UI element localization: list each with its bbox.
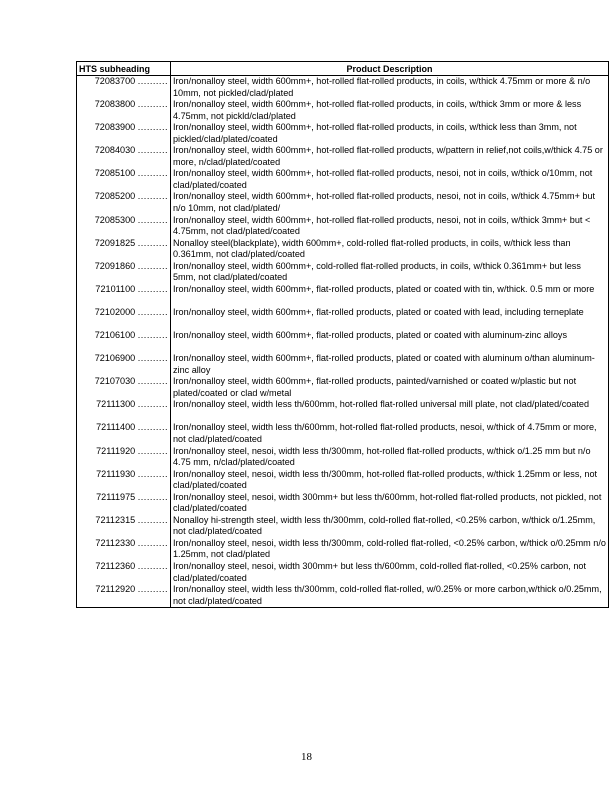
leader-dots: .......... <box>137 283 168 294</box>
table-row <box>77 99 609 122</box>
hts-code: 72083700 <box>94 76 136 86</box>
leader-dots: .......... <box>137 353 168 364</box>
leader-dots: .......... <box>137 191 168 202</box>
product-description-cell: Iron/nonalloy steel, width 600mm+, hot-rolled flat-rolled products, w/pattern in relief,not coils,w/thick 4.75 or more, n/clad/plated/coated <box>171 145 609 168</box>
hts-code: 72112360 <box>95 560 136 571</box>
hts-code: 72112920 <box>95 584 136 595</box>
hts-subheading-header: HTS subheading <box>77 62 171 76</box>
product-description-cell: Iron/nonalloy steel, width 600mm+, flat-rolled products, painted/varnished or coated w/plastic but not plated/coated or clad w/metal <box>171 376 609 399</box>
hts-code: 72111920 <box>96 445 136 456</box>
hts-code: 72091825 <box>94 237 136 248</box>
table-row <box>77 215 609 238</box>
leader-dots: .......... <box>137 214 168 225</box>
hts-code-cell <box>77 191 171 214</box>
hts-code: 72111975 <box>96 491 136 502</box>
product-description-cell: Iron/nonalloy steel, width 600mm+, hot-rolled flat-rolled products, nesoi, not in coils, w/thick 3mm+ but < 4.75mm, not clad/plated/coated <box>171 215 609 238</box>
leader-dots: .......... <box>137 237 168 248</box>
table-row <box>77 145 609 168</box>
product-description-cell: Iron/nonalloy steel, width less th/600mm, hot-rolled flat-rolled universal mill plate, not clad/plated/coated <box>171 399 609 422</box>
table-header-row <box>77 62 609 76</box>
hts-code: 72112315 <box>95 514 136 525</box>
table-row <box>77 376 609 399</box>
leader-dots: .......... <box>137 399 168 410</box>
hts-code-cell <box>77 584 171 608</box>
table-row <box>77 399 609 422</box>
table-row <box>77 307 609 330</box>
leader-dots: .......... <box>137 99 168 110</box>
table-row <box>77 446 609 469</box>
leader-dots: .......... <box>137 491 168 502</box>
product-description-header: Product Description <box>171 62 609 76</box>
table-row <box>77 238 609 261</box>
table-row <box>77 584 609 608</box>
hts-code: 72107030 <box>94 376 136 387</box>
table-row <box>77 261 609 284</box>
page-number: 18 <box>301 751 312 763</box>
leader-dots: .......... <box>137 306 168 317</box>
leader-dots: .......... <box>137 122 168 133</box>
table-row <box>77 353 609 376</box>
hts-code-cell <box>77 99 171 122</box>
table-row <box>77 515 609 538</box>
product-description-cell: Iron/nonalloy steel, width 600mm+, flat-rolled products, plated or coated with aluminum-zinc alloys <box>171 330 609 353</box>
table-row <box>77 191 609 214</box>
product-description-cell: Iron/nonalloy steel, width 600mm+, hot-rolled flat-rolled products, in coils, w/thick 3mm or more & less 4.75mm, not pickld/clad/plated <box>171 99 609 122</box>
table-row <box>77 168 609 191</box>
hts-code-cell <box>77 399 171 422</box>
hts-code: 72085300 <box>94 214 136 225</box>
product-description-cell: Iron/nonalloy steel, width 600mm+, hot-rolled flat-rolled products, nesoi, not in coils, w/thick 4.75mm+ but n/o 10mm, not clad/plated/ <box>171 191 609 214</box>
leader-dots: .......... <box>137 422 168 433</box>
leader-dots: .......... <box>137 330 168 341</box>
hts-code-cell <box>77 446 171 469</box>
table-row <box>77 538 609 561</box>
table-body <box>77 76 609 608</box>
table-row <box>77 76 609 100</box>
product-description-cell: Iron/nonalloy steel, nesoi, width 300mm+ but less th/600mm, cold-rolled flat-rolled, <0.25% carbon, not clad/plated/coated <box>171 561 609 584</box>
product-description-cell: Iron/nonalloy steel, width 600mm+, hot-rolled flat-rolled products, in coils, w/thick 4.75mm or more & n/o 10mm, not pickled/clad/plated <box>171 76 609 100</box>
product-description-cell: Nonalloy hi-strength steel, width less th/300mm, cold-rolled flat-rolled, <0.25% carbon, w/thick o/1.25mm, not clad/plated/coated <box>171 515 609 538</box>
table-row <box>77 422 609 445</box>
hts-code: 72091860 <box>94 260 136 271</box>
product-description-cell: Iron/nonalloy steel, width 600mm+, cold-rolled flat-rolled products, in coils, w/thick 0.361mm+ but less 5mm, not clad/plated/coated <box>171 261 609 284</box>
product-description-cell: Iron/nonalloy steel, width 600mm+, flat-rolled products, plated or coated with tin, w/thick. 0.5 mm or more <box>171 284 609 307</box>
hts-code-cell <box>77 492 171 515</box>
hts-code: 72111930 <box>96 468 136 479</box>
hts-code: 72111400 <box>96 422 136 433</box>
table-row <box>77 561 609 584</box>
table-row <box>77 469 609 492</box>
hts-code: 72083900 <box>94 122 136 133</box>
product-description-cell: Iron/nonalloy steel, nesoi, width less th/300mm, hot-rolled flat-rolled products, w/thick 1.25mm or less, not clad/plated/coated <box>171 469 609 492</box>
table-row <box>77 492 609 515</box>
table-row <box>77 330 609 353</box>
hts-code: 72112330 <box>95 537 136 548</box>
leader-dots: .......... <box>137 445 168 456</box>
hts-code-cell <box>77 422 171 445</box>
table-row <box>77 122 609 145</box>
hts-code-cell <box>77 307 171 330</box>
leader-dots: .......... <box>137 260 168 271</box>
hts-code-cell <box>77 238 171 261</box>
hts-code: 72106100 <box>94 330 136 341</box>
hts-code-cell <box>77 330 171 353</box>
leader-dots: .......... <box>137 468 168 479</box>
table-row <box>77 284 609 307</box>
hts-code: 72101100 <box>95 283 136 294</box>
hts-code-cell <box>77 538 171 561</box>
product-description-cell: Nonalloy steel(blackplate), width 600mm+, cold-rolled flat-rolled products, in coils, w/thick less than 0.361mm, not clad/plated/coated <box>171 238 609 261</box>
product-description-cell: Iron/nonalloy steel, width 600mm+, flat-rolled products, plated or coated with lead, including terneplate <box>171 307 609 330</box>
hts-code: 72111300 <box>96 399 136 410</box>
leader-dots: .......... <box>137 584 168 595</box>
hts-code-cell <box>77 515 171 538</box>
hts-code: 72102000 <box>94 306 136 317</box>
leader-dots: .......... <box>137 168 168 179</box>
hts-code: 72106900 <box>94 353 136 364</box>
product-description-cell: Iron/nonalloy steel, width 600mm+, hot-rolled flat-rolled products, in coils, w/thick less than 3mm, not pickled/clad/plated/coated <box>171 122 609 145</box>
product-description-cell: Iron/nonalloy steel, nesoi, width less th/300mm, cold-rolled flat-rolled, <0.25% carbon, w/thick o/0.25mm n/o 1.25mm, not clad/plated <box>171 538 609 561</box>
leader-dots: .......... <box>137 537 168 548</box>
product-description-cell: Iron/nonalloy steel, width 600mm+, hot-rolled flat-rolled products, nesoi, not in coils, w/thick o/10mm, not clad/plated/coated <box>171 168 609 191</box>
hts-code-cell <box>77 215 171 238</box>
leader-dots: .......... <box>137 76 168 86</box>
hts-code: 72085200 <box>94 191 136 202</box>
hts-code-cell <box>77 76 171 100</box>
hts-table <box>76 61 609 608</box>
hts-code-cell <box>77 122 171 145</box>
hts-code-cell <box>77 561 171 584</box>
hts-code-cell <box>77 353 171 376</box>
leader-dots: .......... <box>137 514 168 525</box>
hts-code: 72083800 <box>94 99 136 110</box>
product-description-cell: Iron/nonalloy steel, width less th/600mm, hot-rolled flat-rolled products, nesoi, w/thick of 4.75mm or more, not clad/plated/coated <box>171 422 609 445</box>
hts-code-cell <box>77 261 171 284</box>
hts-code: 72084030 <box>94 145 136 156</box>
leader-dots: .......... <box>137 145 168 156</box>
hts-code-cell <box>77 376 171 399</box>
product-description-cell: Iron/nonalloy steel, width less th/300mm, cold-rolled flat-rolled, w/0.25% or more carbon,w/thick o/0.25mm, not clad/plated/coated <box>171 584 609 608</box>
hts-code-cell <box>77 284 171 307</box>
hts-code-cell <box>77 469 171 492</box>
product-description-cell: Iron/nonalloy steel, width 600mm+, flat-rolled products, plated or coated with aluminum o/than aluminum-zinc alloy <box>171 353 609 376</box>
product-description-cell: Iron/nonalloy steel, nesoi, width 300mm+ but less th/600mm, hot-rolled flat-rolled products, not pickled, not clad/plated/coated <box>171 492 609 515</box>
leader-dots: .......... <box>137 376 168 387</box>
leader-dots: .......... <box>137 560 168 571</box>
product-description-cell: Iron/nonalloy steel, nesoi, width less th/300mm, hot-rolled flat-rolled products, w/thick o/1.25 mm but n/o 4.75 mm, n/clad/plated/coated <box>171 446 609 469</box>
hts-code-cell <box>77 168 171 191</box>
hts-code-cell <box>77 145 171 168</box>
hts-code: 72085100 <box>94 168 136 179</box>
